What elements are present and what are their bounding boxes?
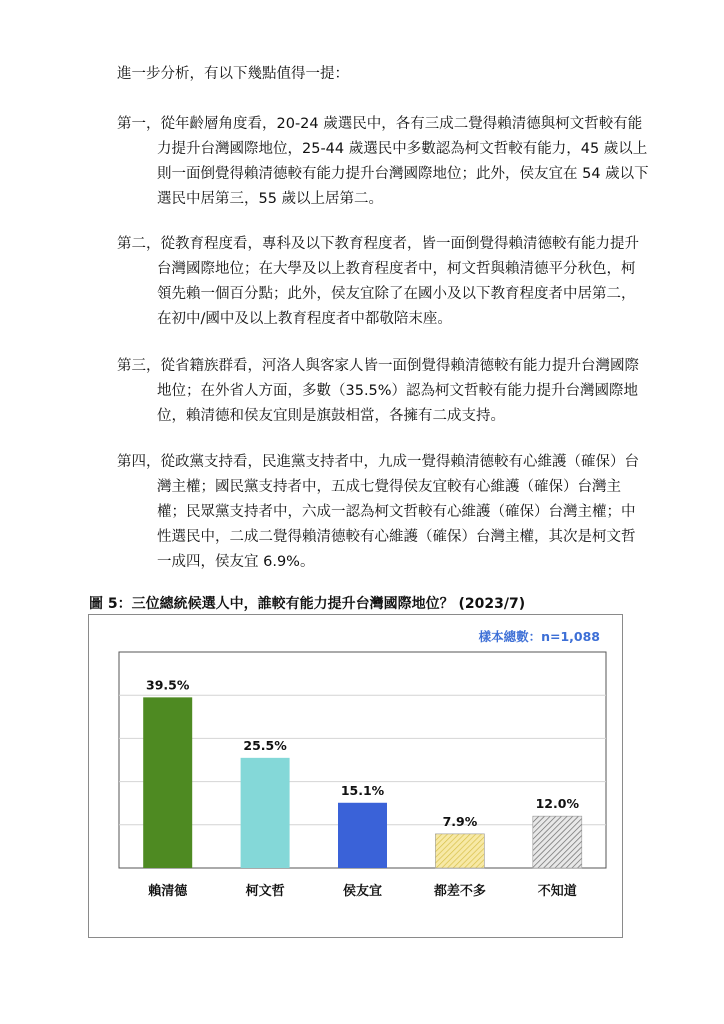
paragraph-3 [117, 354, 649, 429]
bar-value-label-4: 7.9% [442, 813, 478, 829]
paragraph-4-text [117, 450, 649, 575]
bar-value-label-1: 39.5% [146, 677, 190, 693]
paragraph-3-lead: 第三， [117, 358, 161, 374]
bar-4 [435, 834, 484, 868]
bar-value-label-2: 25.5% [243, 737, 287, 753]
paragraph-3-body: 從省籍族群看，河洛人與客家人皆一面倒覺得賴清德較有能力提升台灣國際地位；在外省人方面，多數（35.5%）認為柯文哲較有能力提升台灣國際地位，賴清德和侯友宜則是旗鼓相當，各擁有二成支持。 [157, 358, 639, 424]
paragraph-4-body: 從政黨支持看，民進黨支持者中，九成一覺得賴清德較有心維護（確保）台灣主權；國民黨支持者中，五成七覺得侯友宜較有心維護（確保）台灣主權；民眾黨支持者中，六成一認為柯文哲較有心維護（確保）台灣主權；中性選民中，二成二覺得賴清德較有心維護（確保）台灣主權，其次是柯文哲一成四，侯友宜 6.9%。 [157, 454, 639, 570]
category-label-5: 不知道 [537, 884, 577, 899]
figure-title: 圖 5：三位總統候選人中，誰較有能力提升台灣國際地位？ (2023/7) [89, 596, 526, 612]
paragraph-4-lead: 第四， [117, 454, 161, 470]
paragraph-1 [117, 112, 649, 212]
bar-3 [338, 803, 387, 868]
paragraph-3-text [117, 354, 649, 429]
bar-5 [533, 816, 582, 868]
paragraph-2 [117, 232, 649, 332]
paragraph-1-lead: 第一， [117, 116, 161, 132]
bar-value-label-5: 12.0% [535, 796, 579, 812]
paragraph-4 [117, 450, 649, 575]
paragraph-2-lead: 第二， [117, 236, 161, 252]
bar-value-label-3: 15.1% [340, 782, 385, 798]
category-label-2: 柯文哲 [245, 884, 285, 899]
paragraph-1-text [117, 112, 649, 212]
chart-frame [88, 614, 623, 938]
sample-size-label: 樣本總數：n=1,088 [478, 629, 600, 644]
category-label-4: 都差不多 [433, 884, 486, 899]
category-label-3: 侯友宜 [342, 884, 383, 899]
paragraph-2-text [117, 232, 649, 332]
intro-text: 進一步分析，有以下幾點值得一提： [117, 66, 349, 82]
bar-chart [89, 615, 622, 937]
paragraph-2-body: 從教育程度看，專科及以下教育程度者，皆一面倒覺得賴清德較有能力提升台灣國際地位；在大學及以上教育程度者中，柯文哲與賴清德平分秋色，柯領先賴一個百分點；此外，侯友宜除了在國小及以下教育程度者中居第二，在初中/國中及以上教育程度者中都敬陪末座。 [157, 236, 639, 327]
bar-1 [143, 697, 192, 868]
paragraph-1-body: 從年齡層角度看，20-24 歲選民中，各有三成二覺得賴清德與柯文哲較有能力提升台灣國際地位，25-44 歲選民中多數認為柯文哲較有能力，45 歲以上則一面倒覺得賴清德較有能力提升台灣國際地位；此外，侯友宜在 54 歲以下選民中居第三，55 歲以上居第二。 [157, 116, 649, 207]
bar-2 [241, 758, 290, 868]
category-label-1: 賴清德 [148, 884, 188, 899]
